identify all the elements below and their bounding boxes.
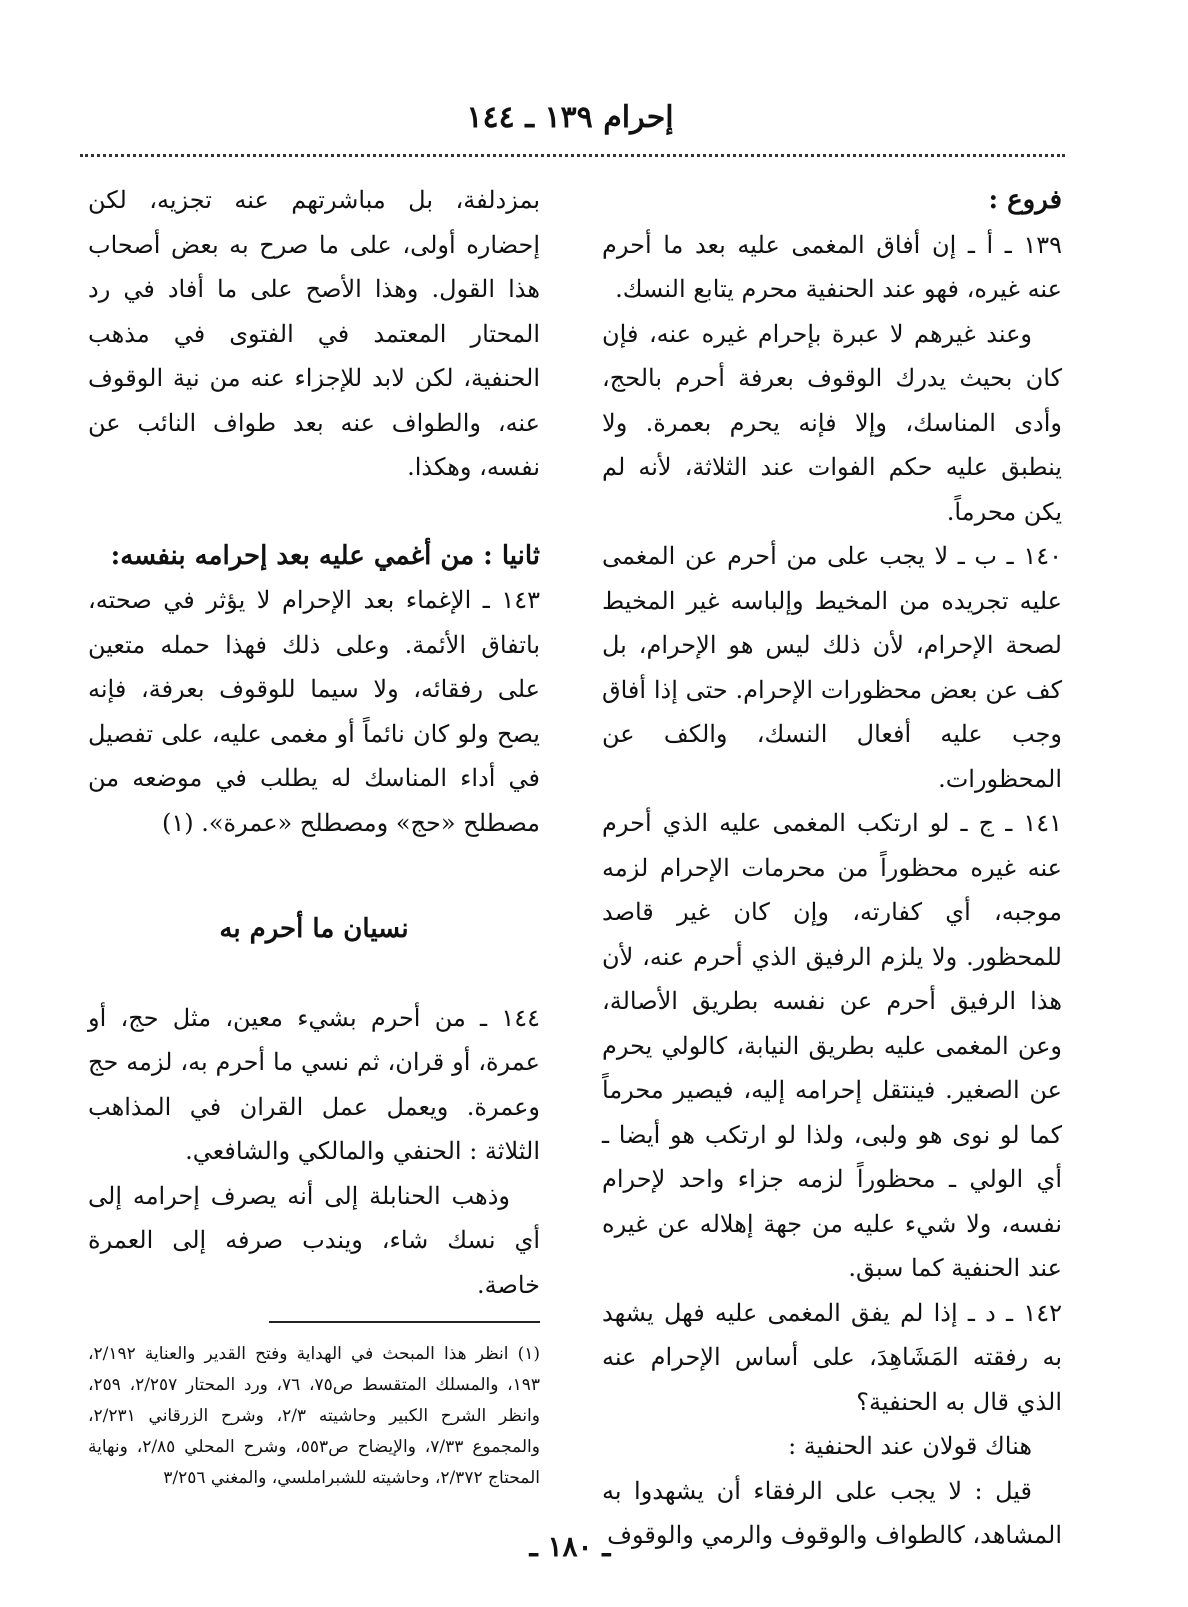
paragraph-continued: بمزدلفة، بل مباشرتهم عنه تجزيه، لكن إحضاره أولى، على ما صرح به بعض أصحاب هذا القول. وهذا الأصح على ما أفاد في رد المحتار المعتمد في الفتوى في مذهب الحنفية، لكن لابد للإجزاء عنه من نية الوقوف عنه، والطواف عنه بعد طواف النائب عن نفسه، وهكذا.	[88, 186, 540, 481]
paragraph-142-opinions: هناك قولان عند الحنفية :	[788, 1432, 1032, 1460]
paragraph-139-continued: وعند غيرهم لا عبرة بإحرام غيره عنه، فإن كان بحيث يدرك الوقوف بعرفة أحرم بالحج، وأدى المناسك، وإلا فإنه يحرم بعمرة. ولا ينطبق عليه حكم الفوات عند الثلاثة، لأنه لم يكن محرماً.	[602, 319, 1062, 526]
section-heading-second: ثانيا : من أغمي عليه بعد إحرامه بنفسه:	[110, 540, 540, 571]
paragraph-144-hanbali: وذهب الحنابلة إلى أنه يصرف إحرامه إلى أي نسك شاء، ويندب صرفه إلى العمرة خاصة.	[88, 1181, 540, 1299]
paragraph-142-first-opinion: قيل : لا يجب على الرفقاء أن يشهدوا به المشاهد، كالطواف والوقوف والرمي والوقوف	[602, 1476, 1062, 1549]
left-column	[88, 178, 540, 1494]
paragraph-143: ١٤٣ ـ الإغماء بعد الإحرام لا يؤثر في صحته، باتفاق الأئمة. وعلى ذلك فهذا حمله متعين على رفقائه، ولا سيما للوقوف بعرفة، فإنه يصح ولو كان نائماً أو مغمى عليه، على تفصيل في أداء المناسك له يطلب في موضعه من مصطلح «حج» ومصطلح «عمرة». (١)	[88, 586, 540, 837]
footnote-divider	[269, 1321, 540, 1323]
page-number: ـ ١٨٠ ـ	[529, 1530, 611, 1563]
right-column	[602, 178, 1062, 1558]
paragraph-144: ١٤٤ ـ من أحرم بشيء معين، مثل حج، أو عمرة، أو قران، ثم نسي ما أحرم به، لزمه حج وعمرة. ويعمل عمل القران في المذاهب الثلاثة : الحنفي والمالكي والشافعي.	[88, 1003, 540, 1165]
paragraph-140: ١٤٠ ـ ب ـ لا يجب على من أحرم عن المغمى عليه تجريده من المخيط وإلباسه غير المخيط لصحة الإحرام، لأن ذلك ليس هو الإحرام، بل كف عن بعض محظورات الإحرام. حتى إذا أفاق وجب عليه أفعال النسك، والكف عن المحظورات.	[602, 542, 1062, 793]
paragraph-141: ١٤١ ـ ج ـ لو ارتكب المغمى عليه الذي أحرم عنه غيره محظوراً من محرمات الإحرام لزمه موجبه، أي كفارته، وإن كان غير قاصد للمحظور. ولا يلزم الرفيق الذي أحرم عنه، لأن هذا الرفيق أحرم عن نفسه بطريق الأصالة، وعن المغمى عليه بطريق النيابة، كالولي يحرم عن الصغير. فينتقل إحرامه إليه، فيصير محرماً كما لو نوى هو ولبى، ولذا لو ارتكب هو أيضا ـ أي الولي ـ محظوراً لزمه جزاء واحد لإحرام نفسه، ولا شيء عليه من جهة إهلاله عن غيره عند الحنفية كما سبق.	[602, 809, 1062, 1282]
page-header-title: إحرام ١٣٩ ـ ١٤٤	[466, 100, 674, 135]
section-heading-branches: فروع :	[988, 185, 1062, 215]
paragraph-142: ١٤٢ ـ د ـ إذا لم يفق المغمى عليه فهل يشهد به رفقته المَشَاهِدَ، على أساس الإحرام عنه الذي قال به الحنفية؟	[602, 1298, 1062, 1416]
footnote: (١) انظر هذا المبحث في الهداية وفتح القدير والعناية ٢/١٩٢، ١٩٣، والمسلك المتقسط ص٧٥، ٧٦، ورد المحتار ٢/٢٥٧، ٢٥٩، وانظر الشرح الكبير وحاشيته ٢/٣، وشرح الزرقاني ٢/٢٣١، والمجموع ٧/٣٣، والإيضاح ص٥٥٣، وشرح المحلي ٢/٨٥، ونهاية المحتاج ٢/٣٧٢، وحاشيته للشبراملسي، والمغني ٣/٢٥٦	[88, 1344, 540, 1488]
header-dotted-divider	[80, 154, 1065, 157]
section-title-forgetting: نسيان ما أحرم به	[219, 914, 409, 944]
paragraph-139: ١٣٩ ـ أ ـ إن أفاق المغمى عليه بعد ما أحرم عنه غيره، فهو عند الحنفية محرم يتابع النسك.	[602, 230, 1062, 303]
